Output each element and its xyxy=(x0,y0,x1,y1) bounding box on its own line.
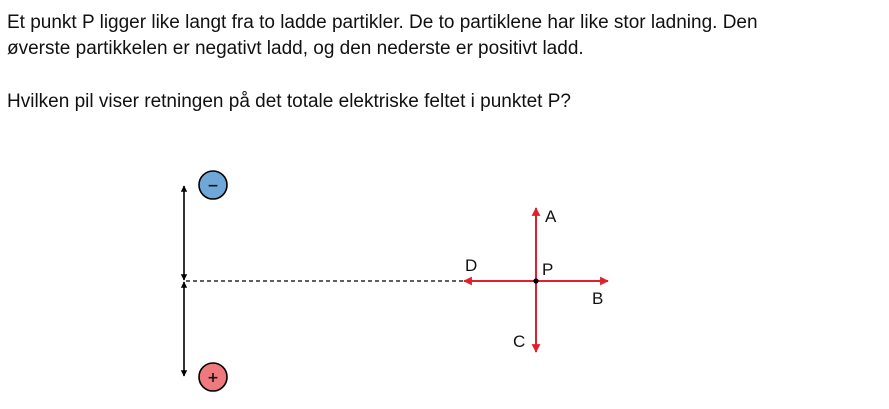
positive-charge xyxy=(199,363,227,391)
label-B: B xyxy=(592,289,604,308)
question-intro-line-1: Et punkt P ligger like langt fra to ladde partikler. De to partiklene har like stor ladning. Den xyxy=(7,12,758,33)
label-A: A xyxy=(545,207,557,226)
question-prompt: Hvilken pil viser retningen på det totale elektriske feltet i punktet P? xyxy=(7,91,571,112)
point-p-dot xyxy=(533,278,538,283)
question-intro-line-2: øverste partikkelen er negativt ladd, og den nederste er positivt ladd. xyxy=(7,38,584,59)
negative-charge xyxy=(199,171,227,199)
label-C: C xyxy=(513,332,526,351)
label-P: P xyxy=(542,260,554,279)
label-D: D xyxy=(465,256,478,275)
negative-sign: − xyxy=(207,178,219,194)
positive-sign: + xyxy=(207,370,219,386)
